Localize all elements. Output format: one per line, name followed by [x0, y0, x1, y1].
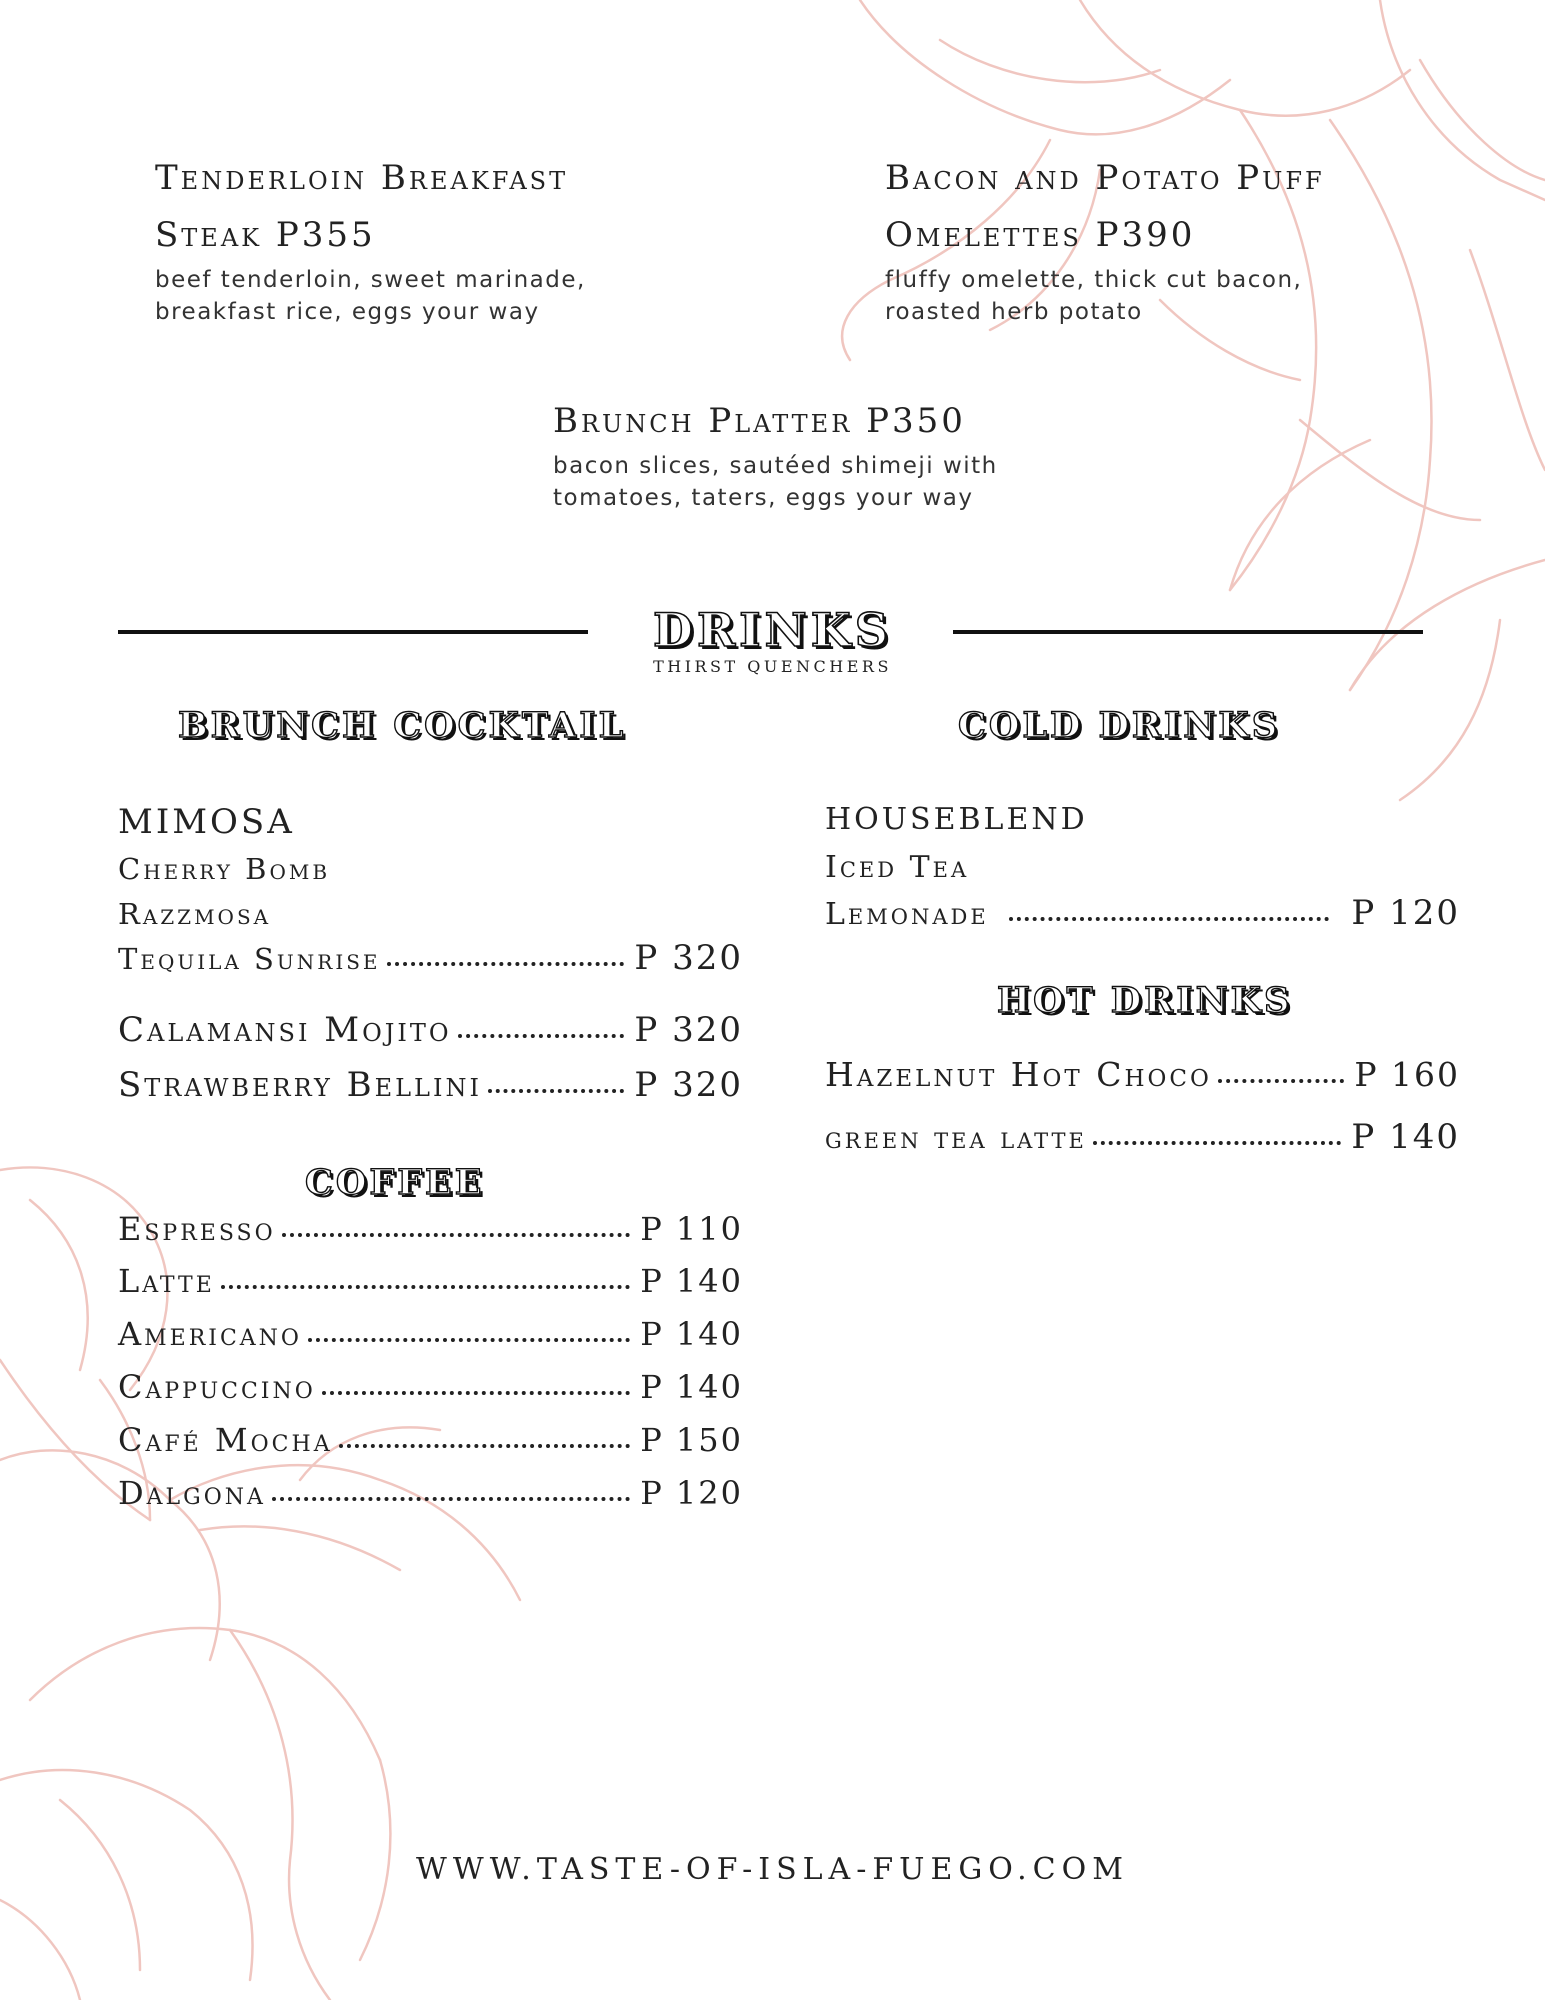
cold-drinks-heading: COLD DRINKS	[958, 705, 1280, 746]
drink-item: HOUSEBLEND	[825, 802, 1088, 837]
dot-leader	[1093, 1141, 1342, 1145]
coffee-item	[118, 1474, 743, 1512]
dot-leader	[339, 1444, 631, 1448]
drink-name: Cappuccino	[118, 1368, 316, 1406]
dot-leader	[282, 1233, 631, 1237]
dish-description: breakfast rice, eggs your way	[155, 299, 540, 325]
drink-name: Americano	[118, 1315, 302, 1353]
drink-price: P 160	[1354, 1055, 1460, 1094]
drink-price: P 140	[640, 1262, 743, 1300]
dot-leader	[1218, 1079, 1344, 1083]
drink-item: Razzmosa	[118, 897, 272, 931]
drink-name: Hazelnut Hot Choco	[825, 1055, 1212, 1094]
dot-leader	[272, 1497, 630, 1501]
dish-name-price: Steak P355	[155, 215, 376, 255]
drink-item	[825, 1055, 1460, 1094]
coffee-item	[118, 1421, 743, 1459]
drink-price: P 110	[640, 1210, 743, 1248]
dot-leader	[322, 1391, 630, 1395]
drink-item	[118, 1065, 743, 1105]
divider-left	[118, 630, 588, 634]
drink-name: Lemonade	[825, 897, 989, 932]
divider-right	[953, 630, 1423, 634]
website-url: WWW.TASTE-OF-ISLA-FUEGO.COM	[416, 1852, 1129, 1887]
drink-name: Latte	[118, 1262, 215, 1300]
drink-item: MIMOSA	[118, 802, 295, 842]
dish-name-price: Brunch Platter P350	[553, 401, 966, 441]
dish-name-price: Omelettes P390	[885, 215, 1196, 255]
dish-description: fluffy omelette, thick cut bacon,	[885, 267, 1303, 293]
menu-item-tenderloin-steak	[155, 150, 586, 328]
drink-price: P 320	[634, 1010, 743, 1050]
dot-leader	[458, 1034, 625, 1038]
drink-price: P 120	[1351, 893, 1460, 933]
dish-description: beef tenderloin, sweet marinade,	[155, 267, 586, 293]
dish-name: Bacon and Potato Puff	[885, 158, 1325, 198]
drink-name: green tea latte	[825, 1121, 1087, 1156]
drink-item: Iced Tea	[825, 850, 970, 885]
coffee-item	[118, 1315, 743, 1353]
drink-item: Cherry Bomb	[118, 852, 331, 886]
dot-leader	[221, 1285, 630, 1289]
menu-item-bacon-potato-omelettes	[885, 150, 1325, 328]
drink-price: P 140	[1351, 1117, 1460, 1157]
drink-name: Calamansi Mojito	[118, 1010, 452, 1050]
brunch-cocktail-heading: BRUNCH COCKTAIL	[178, 705, 627, 746]
drink-price: P 120	[640, 1474, 743, 1512]
dot-leader	[387, 962, 625, 966]
coffee-item	[118, 1368, 743, 1406]
drinks-subtitle: THIRST QUENCHERS	[653, 657, 892, 676]
hot-drinks-heading: HOT DRINKS	[997, 980, 1293, 1021]
drink-item	[825, 1117, 1460, 1157]
drink-name: Strawberry Bellini	[118, 1065, 482, 1105]
drink-price: P 140	[640, 1315, 743, 1353]
drink-name: Tequila Sunrise	[118, 942, 381, 976]
drink-name: Espresso	[118, 1210, 276, 1248]
drink-name: Dalgona	[118, 1474, 266, 1512]
coffee-item	[118, 1262, 743, 1300]
drink-price: P 320	[634, 1065, 743, 1105]
dot-leader	[308, 1338, 630, 1342]
drink-price: P 140	[640, 1368, 743, 1406]
drink-item	[118, 938, 743, 978]
dish-description: tomatoes, taters, eggs your way	[553, 485, 974, 511]
dish-description: bacon slices, sautéed shimeji with	[553, 453, 998, 479]
dot-leader	[488, 1089, 624, 1093]
dot-leader	[1009, 917, 1330, 921]
coffee-heading: COFFEE	[305, 1162, 485, 1203]
menu-item-brunch-platter	[553, 393, 998, 514]
drink-item	[118, 1010, 743, 1050]
drink-item	[825, 893, 1460, 933]
coffee-item	[118, 1210, 743, 1248]
dish-name: Tenderloin Breakfast	[155, 158, 569, 198]
dish-description: roasted herb potato	[885, 299, 1143, 325]
drink-name: Café Mocha	[118, 1421, 333, 1459]
drink-price: P 150	[640, 1421, 743, 1459]
drinks-title: DRINKS	[653, 603, 892, 657]
drink-price: P 320	[634, 938, 743, 978]
